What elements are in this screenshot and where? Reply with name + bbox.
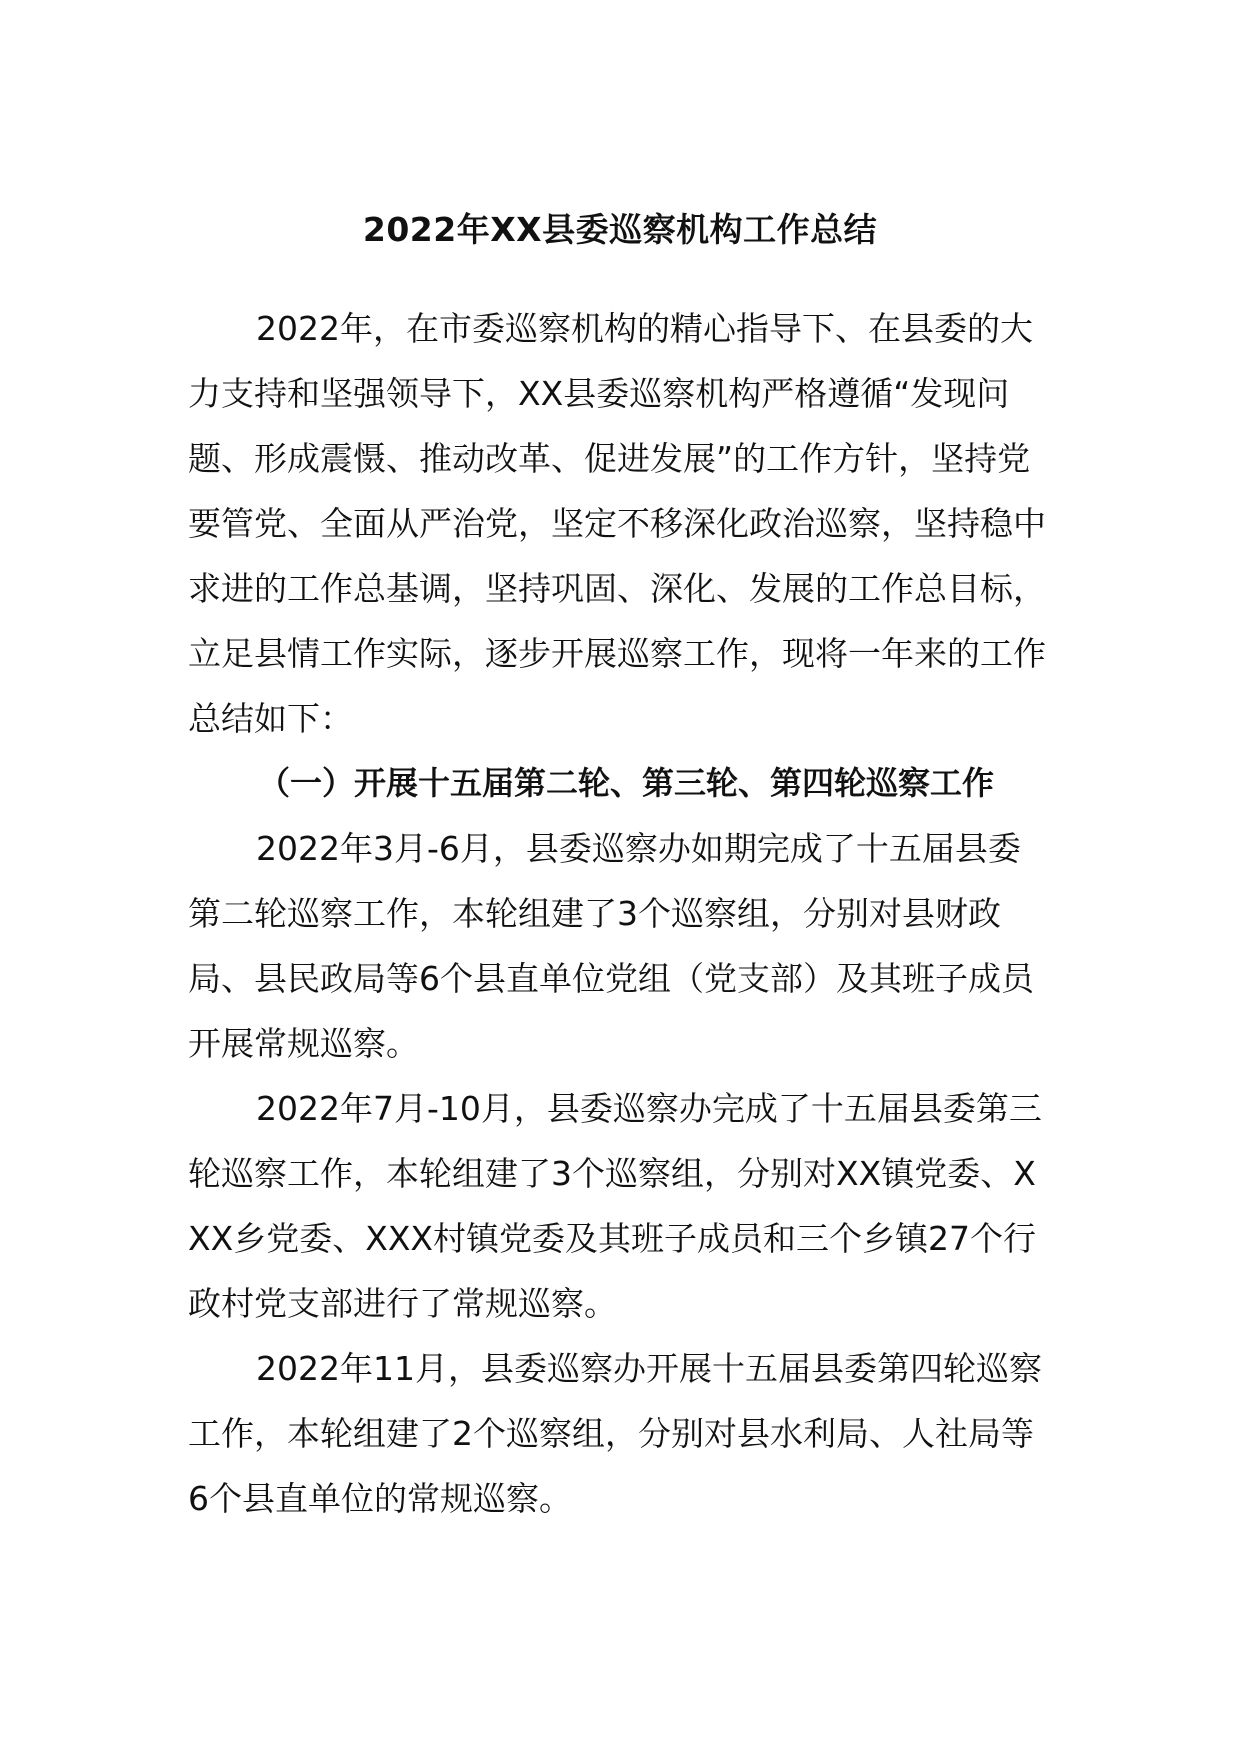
document-title: 2022年XX县委巡察机构工作总结 — [362, 210, 878, 249]
intro-paragraph: 2022年，在市委巡察机构的精心指导下、在县委的大力支持和坚强领导下，XX县委巡察机构严格遵循“发现问题、形成震慑、推动改革、促进发展”的工作方针，坚持党要管党、全面从严治党，坚定不移深化政治巡察，坚持稳中求进的工作总基调，坚持巩固、深化、发展的工作总目标，立足县情工作实际，逐步开展巡察工作，现将一年来的工作总结如下： — [188, 309, 1046, 738]
section-heading: （一）开展十五届第二轮、第三轮、第四轮巡察工作 — [258, 764, 995, 802]
section-paragraph-round-three: 2022年7月-10月，县委巡察办完成了十五届县委第三轮巡察工作，本轮组建了3个巡察组，分别对XX镇党委、XXX乡党委、XXX村镇党委及其班子成员和三个乡镇27个行政村党支部进行了常规巡察。 — [188, 1089, 1042, 1323]
section-paragraph-round-four: 2022年11月，县委巡察办开展十五届县委第四轮巡察工作，本轮组建了2个巡察组，分别对县水利局、人社局等6个县直单位的常规巡察。 — [188, 1349, 1042, 1518]
document-body — [188, 296, 1052, 1531]
section-paragraph-round-two: 2022年3月-6月，县委巡察办如期完成了十五届县委第二轮巡察工作，本轮组建了3个巡察组，分别对县财政局、县民政局等6个县直单位党组（党支部）及其班子成员开展常规巡察。 — [188, 829, 1034, 1063]
